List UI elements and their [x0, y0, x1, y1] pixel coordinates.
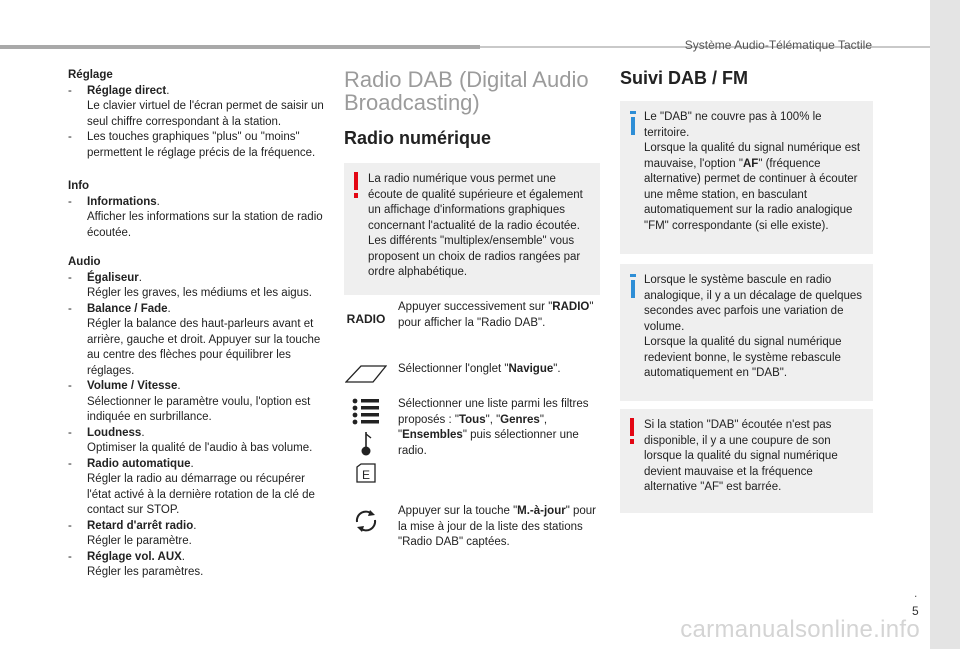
- header-rule-left: [0, 45, 480, 49]
- item-label: Égaliseur: [87, 271, 139, 284]
- column-dab-fm: [620, 68, 873, 493]
- section-audio: [68, 255, 324, 581]
- subsection-heading: Radio numérique: [344, 128, 492, 148]
- note-text: La radio numérique vous permet une écoute de qualité supérieure et également un affichage d'informations graphiques concernant l'actualité de la radio écoutée. Les différents "multiplex/ensemble" vous proposent un choix de radios rangées par ordre alphabétique.: [368, 173, 583, 278]
- list-item: - Les touches graphiques "plus" ou "moins" permettent le réglage précis de la fréquence.: [68, 131, 316, 159]
- page-side-band: [930, 0, 960, 649]
- navigation-tab-icon: [345, 364, 387, 384]
- item-text: Les touches graphiques "plus" ou "moins" permettent le réglage précis de la fréquence.: [87, 131, 316, 159]
- list-item: - Réglage direct. Le clavier virtuel de l'écran permet de saisir un seul chiffre correspondant à la station.: [68, 84, 324, 128]
- warning-mark-icon: [351, 172, 361, 198]
- section-reglage: [68, 68, 324, 161]
- item-label: Radio automatique: [87, 457, 191, 470]
- info-note: Lorsque le système bascule en radio analogique, il y a un décalage de quelques secondes avec parfois une variation de volume. Lorsque la qualité du signal numérique redevient bonne, le système rebascule automatiquement en "DAB".: [620, 264, 873, 401]
- item-text: Régler les graves, les médiums et les aigus.: [87, 287, 312, 299]
- item-text: Le clavier virtuel de l'écran permet de saisir un seul chiffre correspondant à la station.: [87, 100, 324, 128]
- list-item: - Volume / Vitesse. Sélectionner le paramètre voulu, l'option est indiquée en surbrillance.: [68, 380, 311, 423]
- list-item: - Balance / Fade. Régler la balance des haut-parleurs avant et arrière, gauche et droit. Appuyer sur la touche au centre des flèches pour équilibrer les réglages.: [68, 302, 321, 377]
- warning-note: [344, 163, 600, 295]
- list-item: - Égaliseur. Régler les graves, les médiums et les aigus.: [68, 271, 312, 299]
- music-note-icon: [356, 431, 376, 457]
- item-label: Réglage direct: [87, 84, 167, 97]
- warning-mark-icon: [627, 418, 637, 444]
- item-text: Régler la radio au démarrage ou récupérer l'état activé à la dernière rotation de la clé de contact sur STOP.: [87, 473, 315, 516]
- page-number: 5: [912, 604, 919, 618]
- list-icon: [351, 397, 381, 425]
- radio-button-icon: RADIO: [346, 312, 386, 326]
- column-dab: Radio DAB (Digital Audio Broadcasting) Radio numérique La radio numérique vous permet une écoute de qualité supérieure et également un affichage d'informations graphiques concernant l'actualité de la radio écoutée. Les différents "multiplex/ensemble" vous proposent un choix de radios rangées par ordre alphabétique. RADIO Appuyer successivement sur "RADIO" pour afficher la "Radio DAB". Sélectionner l'onglet "Navigue". E Sélectionner une liste parmi les filtres proposés : "Tous", "Genres", "Ensembles" puis sélectionner une radio. Appuyer sur la touche "M.-à-jour" pour la mise à jour de la liste des stations "Radio DAB" captées.: [344, 68, 600, 295]
- running-header: Système Audio-Télématique Tactile: [684, 38, 872, 52]
- ensemble-icon: [356, 463, 376, 483]
- item-text: Régler la balance des haut-parleurs avant et arrière, gauche et droit. Appuyer sur la touche au centre des flèches pour équilibrer les réglages.: [87, 318, 321, 377]
- item-text: Régler le paramètre.: [87, 535, 192, 547]
- item-label: Volume / Vitesse: [87, 380, 178, 392]
- section-heading: Suivi DAB / FM: [620, 68, 749, 88]
- section-title: Audio: [68, 256, 101, 268]
- page-marker: .: [914, 586, 918, 600]
- item-text: Afficher les informations sur la station de radio écoutée.: [87, 211, 323, 239]
- item-text: Sélectionner le paramètre voulu, l'option est indiquée en surbrillance.: [87, 395, 311, 423]
- column-settings: [68, 68, 324, 595]
- item-label: Loudness: [87, 426, 142, 439]
- item-text: Optimiser la qualité de l'audio à bas volume.: [87, 442, 313, 454]
- list-item: - Loudness. Optimiser la qualité de l'audio à bas volume.: [68, 426, 313, 454]
- list-item: - Radio automatique. Régler la radio au démarrage ou récupérer l'état activé à la dernière rotation de la clé de contact sur STOP.: [68, 457, 315, 516]
- section-title: Réglage: [68, 69, 113, 81]
- svg-text:E: E: [362, 468, 371, 482]
- section-heading: Radio DAB (Digital Audio Broadcasting): [344, 67, 589, 115]
- item-label: Retard d'arrêt radio: [87, 519, 194, 532]
- section-info: [68, 179, 324, 241]
- info-mark-icon: [627, 274, 639, 298]
- warning-note: Si la station "DAB" écoutée n'est pas disponible, il y a une coupure de son lorsque la qualité du signal numérique devient mauvaise et la fréquence alternative "AF" est barrée.: [620, 409, 873, 513]
- section-title: Info: [68, 180, 90, 192]
- item-label: Réglage vol. AUX: [87, 550, 182, 563]
- refresh-icon: [353, 508, 379, 534]
- list-item: - Informations. Afficher les informations sur la station de radio écoutée.: [68, 195, 323, 239]
- info-mark-icon: [627, 111, 639, 135]
- item-label: Informations: [87, 195, 157, 208]
- item-text: Régler les paramètres.: [87, 566, 204, 578]
- list-item: - Réglage vol. AUX. Régler les paramètres.: [68, 550, 204, 578]
- item-label: Balance / Fade: [87, 302, 168, 315]
- info-note: Le "DAB" ne couvre pas à 100% le territoire. Lorsque la qualité du signal numérique est mauvaise, l'option "AF" (fréquence alternative) permet de continuer à écouter une même station, en basculant automatiquement sur la radio analogique "FM" correspondante (si elle existe).: [620, 101, 873, 254]
- list-item: - Retard d'arrêt radio. Régler le paramètre.: [68, 519, 197, 547]
- watermark: carmanualsonline.info: [680, 616, 920, 643]
